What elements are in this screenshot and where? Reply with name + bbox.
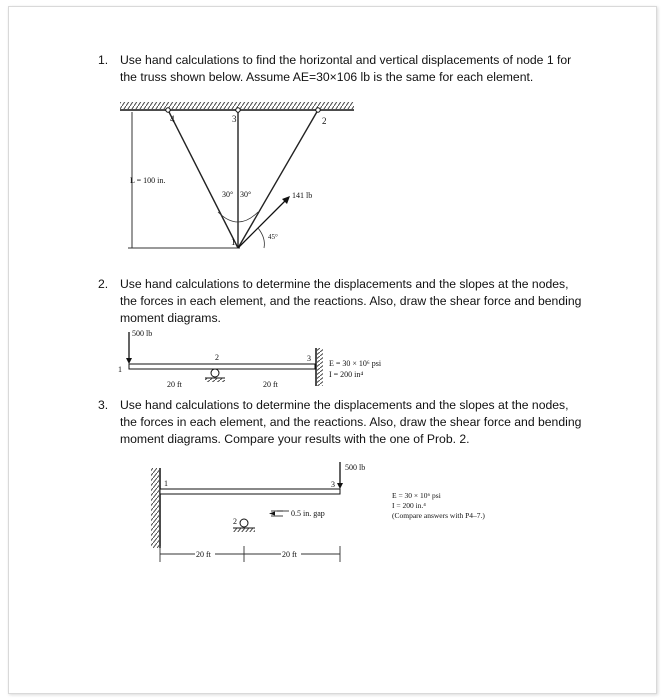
member-4-1 — [168, 110, 238, 248]
length-label: L = 100 in. — [130, 176, 166, 185]
arrow-head — [126, 358, 132, 364]
problem-number: 1. — [98, 53, 109, 67]
modulus-label: E = 30 × 10⁶ psi — [392, 491, 441, 500]
problem-text: Use hand calculations to determine the displacements and the slopes at the nodes, the forces in each element, and the reactions. Also, draw the shear force and bending moment diagrams. — [120, 277, 582, 325]
load-label: 500 lb — [132, 329, 153, 338]
span-left-label: 20 ft — [196, 550, 211, 559]
node-3-label: 3 — [331, 480, 335, 489]
span-right-label: 20 ft — [263, 380, 278, 389]
span-right-label: 20 ft — [282, 550, 297, 559]
roller-hatch — [205, 378, 225, 382]
beam-figure-2 — [115, 324, 415, 396]
node-3-label: 3 — [307, 354, 311, 363]
node-1-label: 1 — [231, 237, 236, 247]
compare-note: (Compare answers with P4–7.) — [392, 511, 485, 520]
roller-hatch — [233, 528, 255, 532]
node-3-label: 3 — [232, 114, 237, 124]
load-angle-arc — [258, 228, 264, 248]
problem-text: Use hand calculations to find the horizontal and vertical displacements of node 1 for the truss shown below. Assume AE=30×106 lb is the same for each element. — [120, 53, 572, 84]
node-4-marker — [166, 108, 170, 112]
beam — [129, 364, 315, 369]
modulus-label: E = 30 × 10⁶ psi — [329, 359, 382, 368]
wall-hatch — [151, 468, 159, 548]
member-2-1 — [238, 110, 318, 248]
inertia-label: I = 200 in.⁴ — [392, 501, 426, 510]
problem-1 — [100, 52, 585, 86]
node-2-marker — [316, 108, 320, 112]
load-label: 500 lb — [345, 463, 366, 472]
node-1-label: 1 — [118, 365, 122, 374]
gap-label: 0.5 in. gap — [291, 509, 325, 518]
load-label: 141 lb — [292, 191, 313, 200]
angle-right-label: 30° — [240, 190, 252, 199]
problem-number: 3. — [98, 398, 109, 412]
inertia-label: I = 200 in⁴ — [329, 370, 364, 379]
node-3-marker — [236, 108, 240, 112]
beam — [160, 489, 340, 494]
arrow-head — [337, 483, 343, 489]
gap-arrow-head — [269, 512, 275, 516]
span-left-label: 20 ft — [167, 380, 182, 389]
node-1-label: 1 — [164, 479, 168, 488]
wall-hatch — [317, 348, 323, 386]
problem-3 — [100, 397, 585, 448]
angle-left-label: 30° — [222, 190, 234, 199]
node-2-label: 2 — [233, 517, 237, 526]
node-2-label: 2 — [215, 353, 219, 362]
roller-support — [240, 519, 248, 527]
truss-figure — [118, 100, 358, 260]
problem-2 — [100, 276, 585, 327]
problem-number: 2. — [98, 277, 109, 291]
beam-figure-3 — [145, 458, 525, 578]
problem-text: Use hand calculations to determine the displacements and the slopes at the nodes, the forces in each element, and the reactions. Also, draw the shear force and bending moment diagrams. Compare your results with the one of Prob. 2. — [120, 398, 582, 446]
node-4-label: 4 — [170, 114, 175, 124]
load-angle-label: 45° — [268, 233, 278, 241]
roller-support — [211, 369, 219, 377]
node-2-label: 2 — [322, 116, 327, 126]
